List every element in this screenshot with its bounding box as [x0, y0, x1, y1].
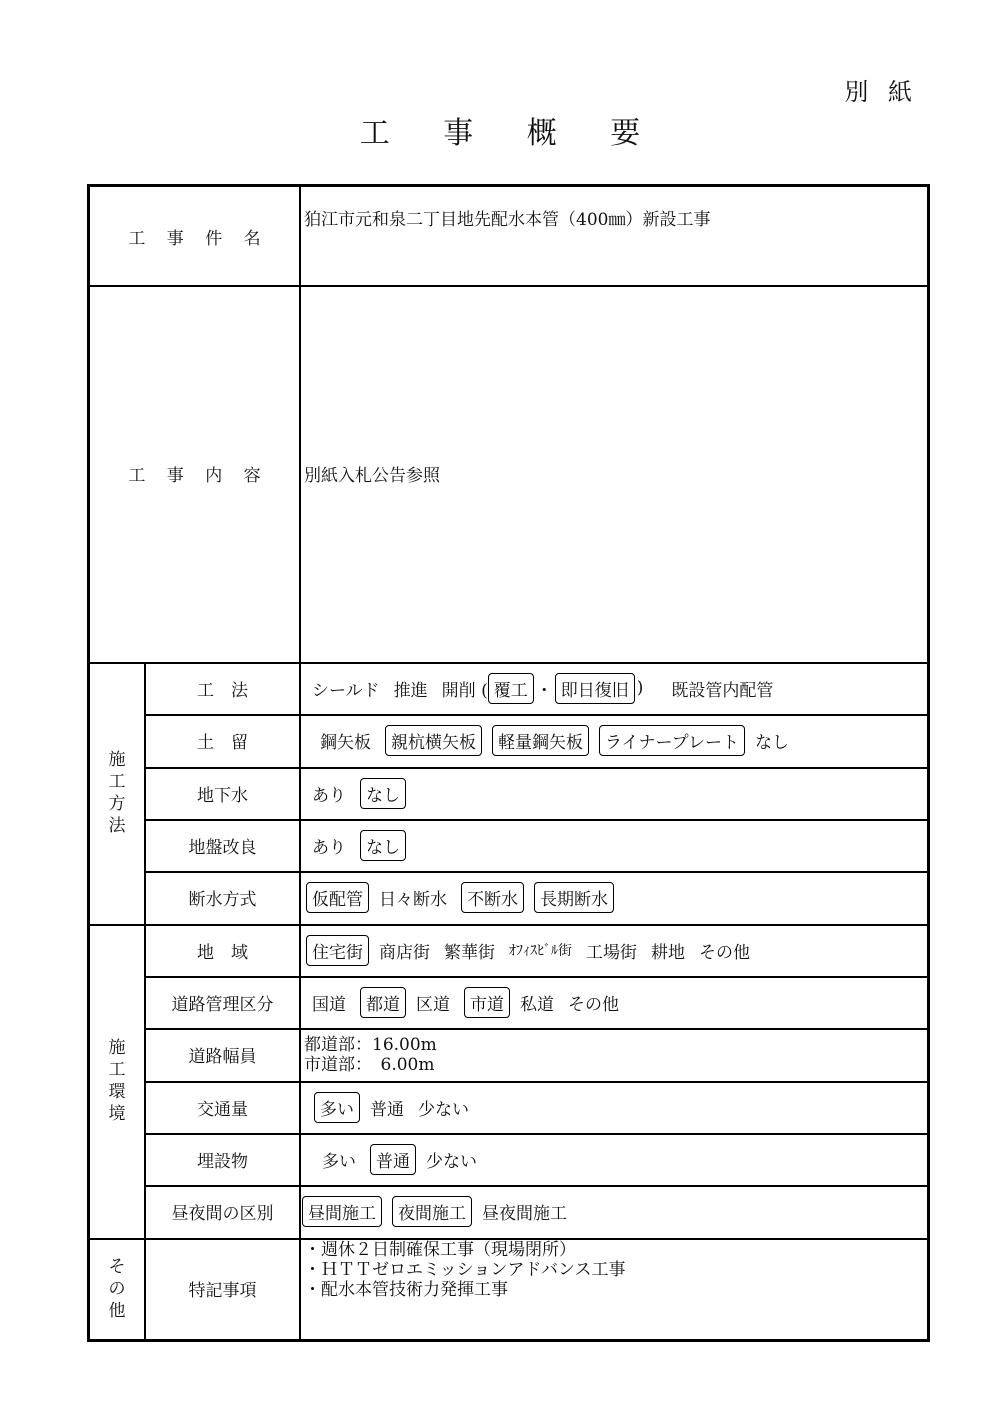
doro-fuku-values — [304, 1028, 922, 1081]
option-ooi-selected: 多い — [314, 1092, 360, 1123]
tokki-line: ・週休２日制確保工事（現場閉所） — [304, 1240, 576, 1260]
attachment-label: 別 紙 — [844, 78, 918, 106]
koho-options — [312, 662, 922, 714]
option-liner-selected: ライナープレート — [599, 725, 745, 756]
jiban-options — [312, 819, 922, 871]
option-suishin: 推進 — [393, 680, 428, 701]
group-env-label: 施 工 環 境 — [108, 1038, 126, 1124]
tokki-values — [304, 1240, 922, 1302]
project-name-label: 工 事 件 名 — [128, 228, 269, 249]
option-shido-selected: 市道 — [464, 987, 510, 1018]
doro-kanri-options — [312, 976, 922, 1028]
option-close-paren: ) — [636, 678, 644, 698]
option-oyagui-selected: 親杭横矢板 — [385, 725, 482, 756]
option-office: ｵﾌｨｽﾋﾞﾙ街 — [509, 943, 572, 959]
option-fudansui-selected: 不断水 — [461, 882, 524, 913]
work-content-label: 工 事 内 容 — [128, 466, 269, 486]
option-futsu-selected: 普通 — [370, 1144, 416, 1175]
group-method-label: 施 工 方 法 — [108, 750, 126, 836]
group-other-label: そ の 他 — [108, 1256, 126, 1321]
option-chouki-selected: 長期断水 — [534, 882, 614, 913]
option-kouyaita: 鋼矢板 — [320, 733, 371, 753]
option-nashi-selected: なし — [360, 778, 406, 809]
doro-fuku-line: 市道部： 6.00m — [304, 1054, 435, 1075]
option-hiruma-selected: 昼間施工 — [302, 1196, 382, 1227]
option-fukko-selected: 覆工 — [488, 673, 534, 704]
work-content-value: 別紙入札公告参照 — [304, 466, 440, 486]
option-todo-selected: 都道 — [360, 987, 406, 1018]
option-hanka: 繁華街 — [444, 942, 495, 963]
maisetsu-options — [322, 1133, 922, 1185]
option-nashi-selected: なし — [360, 830, 406, 861]
doro-fuku-label: 道路幅員 — [188, 1047, 257, 1067]
chikasui-options — [312, 767, 922, 819]
page-title: 工 事 概 要 — [359, 116, 663, 151]
kotsu-label: 交通量 — [197, 1099, 248, 1120]
option-kochi: 耕地 — [651, 942, 685, 963]
tokki-line: ・ＨＴＴゼロエミッションアドバンス工事 — [304, 1260, 626, 1280]
koho-label: 工 法 — [197, 680, 248, 701]
option-sokujitsu-selected: 即日復旧 — [555, 673, 635, 704]
option-ari: あり — [312, 785, 346, 806]
dodome-options — [320, 714, 922, 767]
dodome-label: 土 留 — [197, 733, 248, 753]
doro-kanri-label: 道路管理区分 — [171, 994, 274, 1015]
tokki-label: 特記事項 — [188, 1281, 257, 1301]
option-futsu: 普通 — [370, 1099, 404, 1120]
jiban-label: 地盤改良 — [188, 837, 257, 858]
option-yakan-selected: 夜間施工 — [392, 1196, 472, 1227]
option-ari: あり — [312, 837, 346, 858]
option-sukunai: 少ない — [418, 1099, 469, 1120]
dansui-options — [306, 871, 922, 924]
option-shoten: 商店街 — [379, 942, 430, 963]
option-chuyakan: 昼夜間施工 — [482, 1204, 567, 1224]
tokki-line: ・配水本管技術力発揮工事 — [304, 1280, 508, 1300]
option-sonota: その他 — [699, 942, 750, 963]
summary-table — [87, 184, 930, 1342]
option-kudo: 区道 — [416, 994, 450, 1015]
option-nashi: なし — [754, 733, 789, 753]
maisetsu-label: 埋設物 — [197, 1151, 248, 1172]
doro-fuku-line: 都道部：16.00m — [304, 1034, 437, 1055]
option-hibidansui: 日々断水 — [379, 890, 447, 910]
chuya-label: 昼夜間の区別 — [171, 1204, 274, 1224]
chiiki-options — [306, 924, 922, 976]
option-separator: ・ — [535, 680, 553, 701]
option-ooi: 多い — [322, 1151, 356, 1172]
option-shido-private: 私道 — [520, 994, 554, 1015]
option-kojo: 工場街 — [586, 942, 637, 963]
option-jutaku-selected: 住宅街 — [306, 935, 369, 966]
dansui-label: 断水方式 — [188, 890, 257, 910]
chiiki-label: 地 域 — [197, 942, 248, 963]
option-karihaikan-selected: 仮配管 — [306, 882, 369, 913]
option-sonota: その他 — [568, 994, 619, 1015]
kotsu-options — [314, 1081, 922, 1133]
chuya-options — [302, 1185, 922, 1238]
project-name-value: 狛江市元和泉二丁目地先配水本管（400㎜）新設工事 — [304, 210, 711, 230]
chikasui-label: 地下水 — [197, 785, 248, 806]
option-sukunai: 少ない — [426, 1151, 477, 1172]
option-kisetsu: 既設管内配管 — [671, 680, 774, 701]
option-keiryo-selected: 軽量鋼矢板 — [492, 725, 589, 756]
option-kaisaku: 開削 ( — [441, 680, 488, 701]
option-kokudo: 国道 — [312, 994, 346, 1015]
option-shield: シールド — [312, 680, 380, 701]
